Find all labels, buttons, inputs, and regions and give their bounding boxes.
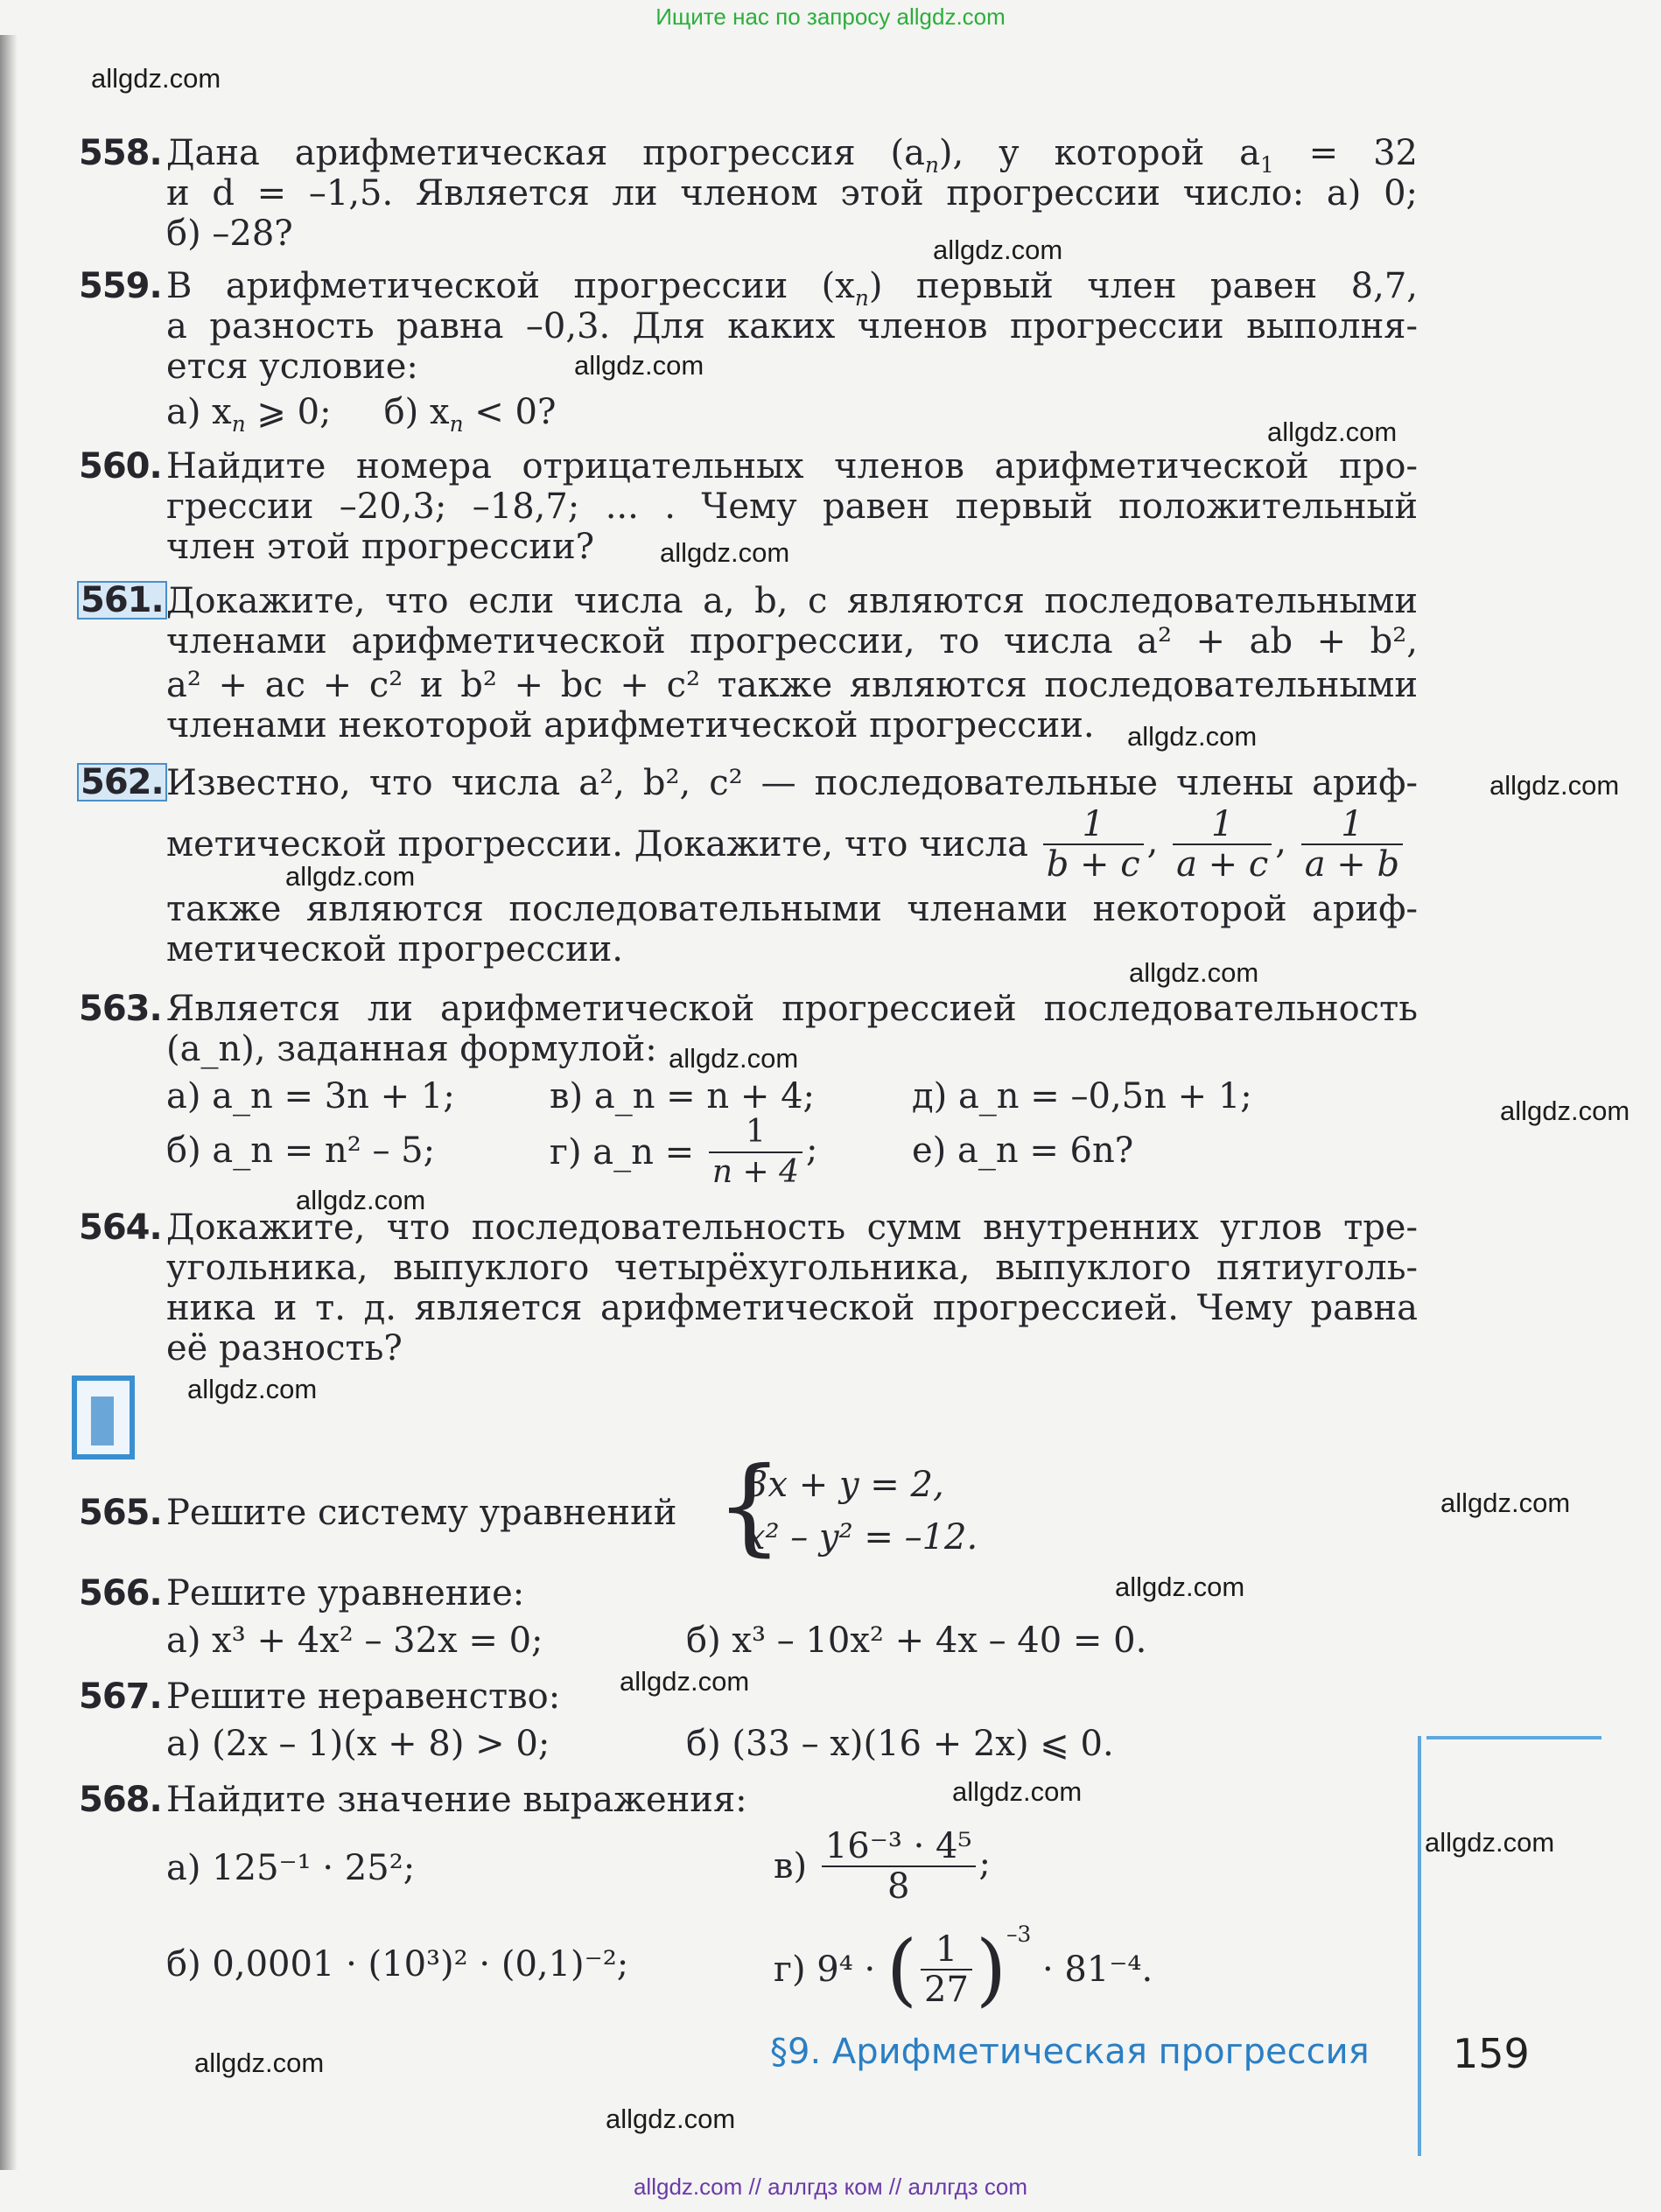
watermark: allgdz.com <box>606 2104 736 2134</box>
fraction-2: $\frac{1}{a + c}$ <box>1173 805 1272 884</box>
p566-b: б) x³ – 10x² + 4x – 40 = 0. <box>686 1620 1147 1661</box>
watermark: allgdz.com <box>187 1374 318 1404</box>
problem-number-564: 564. <box>79 1208 162 1248</box>
footer-divider-vertical <box>1418 1736 1421 2156</box>
p559-line3: ется условие: <box>166 346 418 387</box>
watermark: allgdz.com <box>1440 1488 1571 1518</box>
problem-number-559: 559. <box>79 266 162 306</box>
p565-eq1: 3x + y = 2, <box>746 1465 944 1505</box>
p565-text: Решите систему уравнений <box>166 1493 677 1533</box>
p564-line3: ника и т. д. является арифметической прогрессией. Чему равна <box>166 1288 1418 1328</box>
p566-text: Решите уравнение: <box>166 1573 525 1614</box>
section-title: §9. Арифметическая прогрессия <box>770 2032 1370 2072</box>
p561-line3: a² + ac + c² и b² + bc + c² также являются последовательными <box>166 665 1418 705</box>
p565-eq2: x² – y² = –12. <box>746 1517 978 1558</box>
p568-b: б) 0,0001 · (10³)² · (0,1)⁻²; <box>166 1944 629 1984</box>
p560-line1: Найдите номера отрицательных членов арифметической про- <box>166 446 1418 486</box>
p563-line1: Является ли арифметической прогрессией последовательность <box>166 989 1418 1029</box>
watermark: allgdz.com <box>1267 416 1398 447</box>
problem-number-561: 561. <box>77 581 167 620</box>
watermark: allgdz.com <box>296 1185 426 1215</box>
watermark: allgdz.com <box>669 1043 799 1074</box>
p560-line3: член этой прогрессии? <box>166 527 595 567</box>
fraction-3: $\frac{1}{a + b}$ <box>1301 805 1403 884</box>
p567-a: а) (2x – 1)(x + 8) > 0; <box>166 1724 550 1764</box>
problem-number-558: 558. <box>79 133 162 173</box>
problem-number-562: 562. <box>77 763 167 802</box>
problem-number-563: 563. <box>79 989 162 1029</box>
p564-line1: Докажите, что последовательность сумм внутренних углов тре- <box>166 1208 1418 1248</box>
p562-line2: метической прогрессии. Докажите, что числа $\frac{1}{b + c}$ , $\frac{1}{a + c}$ , $\frac{1}{a + b}$ <box>166 805 1418 884</box>
watermark: allgdz.com <box>1489 770 1620 801</box>
p564-line4: её разность? <box>166 1328 403 1368</box>
page-number: 159 <box>1453 2030 1530 2077</box>
p558-line1: Дана арифметическая прогрессия $(a_n)$, у которой $a_1 = 32$ <box>166 133 1418 178</box>
section-marker-icon <box>72 1376 135 1460</box>
p562-line3: также являются последовательными членами некоторой ариф- <box>166 889 1418 929</box>
fraction-1: $\frac{1}{b + c}$ <box>1043 805 1144 884</box>
watermark: allgdz.com <box>574 350 704 381</box>
p562-line1: Известно, что числа a², b², c² — последовательные члены ариф- <box>166 763 1418 803</box>
p566-a: а) x³ + 4x² – 32x = 0; <box>166 1620 543 1661</box>
p567-text: Решите неравенство: <box>166 1676 561 1717</box>
p559-line1: В арифметической прогрессии $(x_n)$ первый член равен 8,7, <box>166 266 1418 311</box>
p563-a: а) a_n = 3n + 1; <box>166 1076 455 1116</box>
problem-number-568: 568. <box>79 1780 162 1820</box>
watermark: allgdz.com <box>620 1666 750 1697</box>
p563-d: д) a_n = –0,5n + 1; <box>912 1076 1252 1116</box>
watermark: allgdz.com <box>1115 1572 1245 1602</box>
p558-line2: и d = –1,5. Является ли членом этой прогрессии число: а) 0; <box>166 173 1418 214</box>
footer-divider <box>1426 1736 1601 1740</box>
p559-line2: а разность равна –0,3. Для каких членов прогрессии выполня- <box>166 306 1418 346</box>
p563-line2: (a_n), заданная формулой: <box>166 1029 657 1069</box>
watermark: allgdz.com <box>933 234 1063 265</box>
p568-a: а) 125⁻¹ · 25²; <box>166 1848 416 1888</box>
watermark: allgdz.com <box>952 1776 1083 1807</box>
watermark: allgdz.com <box>1127 721 1258 752</box>
page-shadow <box>0 35 18 2170</box>
watermark: allgdz.com <box>285 861 416 892</box>
p558-line3: б) –28? <box>166 214 293 254</box>
problem-number-567: 567. <box>79 1676 162 1717</box>
p568-text: Найдите значение выражения: <box>166 1780 747 1820</box>
p560-line2: грессии –20,3; –18,7; ... . Чему равен первый положительный <box>166 486 1418 527</box>
watermark: allgdz.com <box>1425 1827 1555 1858</box>
p563-v: в) a_n = n + 4; <box>550 1076 816 1116</box>
top-banner[interactable]: Ищите нас по запросу allgdz.com <box>655 4 1006 30</box>
p561-line2: членами арифметической прогрессии, то числа a² + ab + b², <box>166 621 1418 662</box>
p563-b: б) a_n = n² – 5; <box>166 1130 436 1171</box>
watermark: allgdz.com <box>194 2048 325 2078</box>
p568-v: в) $\frac{\text{16⁻³ · 4⁵}}{8}$ ; <box>774 1826 992 1907</box>
p567-b: б) (33 – x)(16 + 2x) ⩽ 0. <box>686 1724 1114 1764</box>
problem-number-560: 560. <box>79 446 162 486</box>
watermark: allgdz.com <box>91 63 221 94</box>
bottom-banner[interactable]: allgdz.com // аллгдз ком // аллгдз com <box>633 2174 1028 2200</box>
p559-line4: а) $x_n$ ⩾ 0; б) $x_n < 0$? <box>166 392 557 437</box>
watermark: allgdz.com <box>1500 1096 1630 1126</box>
watermark: allgdz.com <box>1129 957 1259 988</box>
p564-line2: угольника, выпуклого четырёхугольника, выпуклого пятиуголь- <box>166 1248 1418 1288</box>
watermark: allgdz.com <box>660 537 790 568</box>
p563-g: г) a_n = $\frac{1}{n + 4}$ ; <box>550 1114 818 1190</box>
p561-line1: Докажите, что если числа a, b, c являются последовательными <box>166 581 1418 621</box>
problem-number-565: 565. <box>79 1493 162 1533</box>
p562-line4: метической прогрессии. <box>166 929 623 970</box>
problem-number-566: 566. <box>79 1573 162 1614</box>
p563-e: е) a_n = 6n? <box>912 1130 1134 1171</box>
p568-g: г) 9⁴ · ( $\frac{1}{27}$ )$^{-3}$ · 81⁻⁴. <box>774 1922 1153 2016</box>
p561-line4: членами некоторой арифметической прогрессии. <box>166 705 1095 746</box>
system-brace: { <box>716 1446 783 1567</box>
